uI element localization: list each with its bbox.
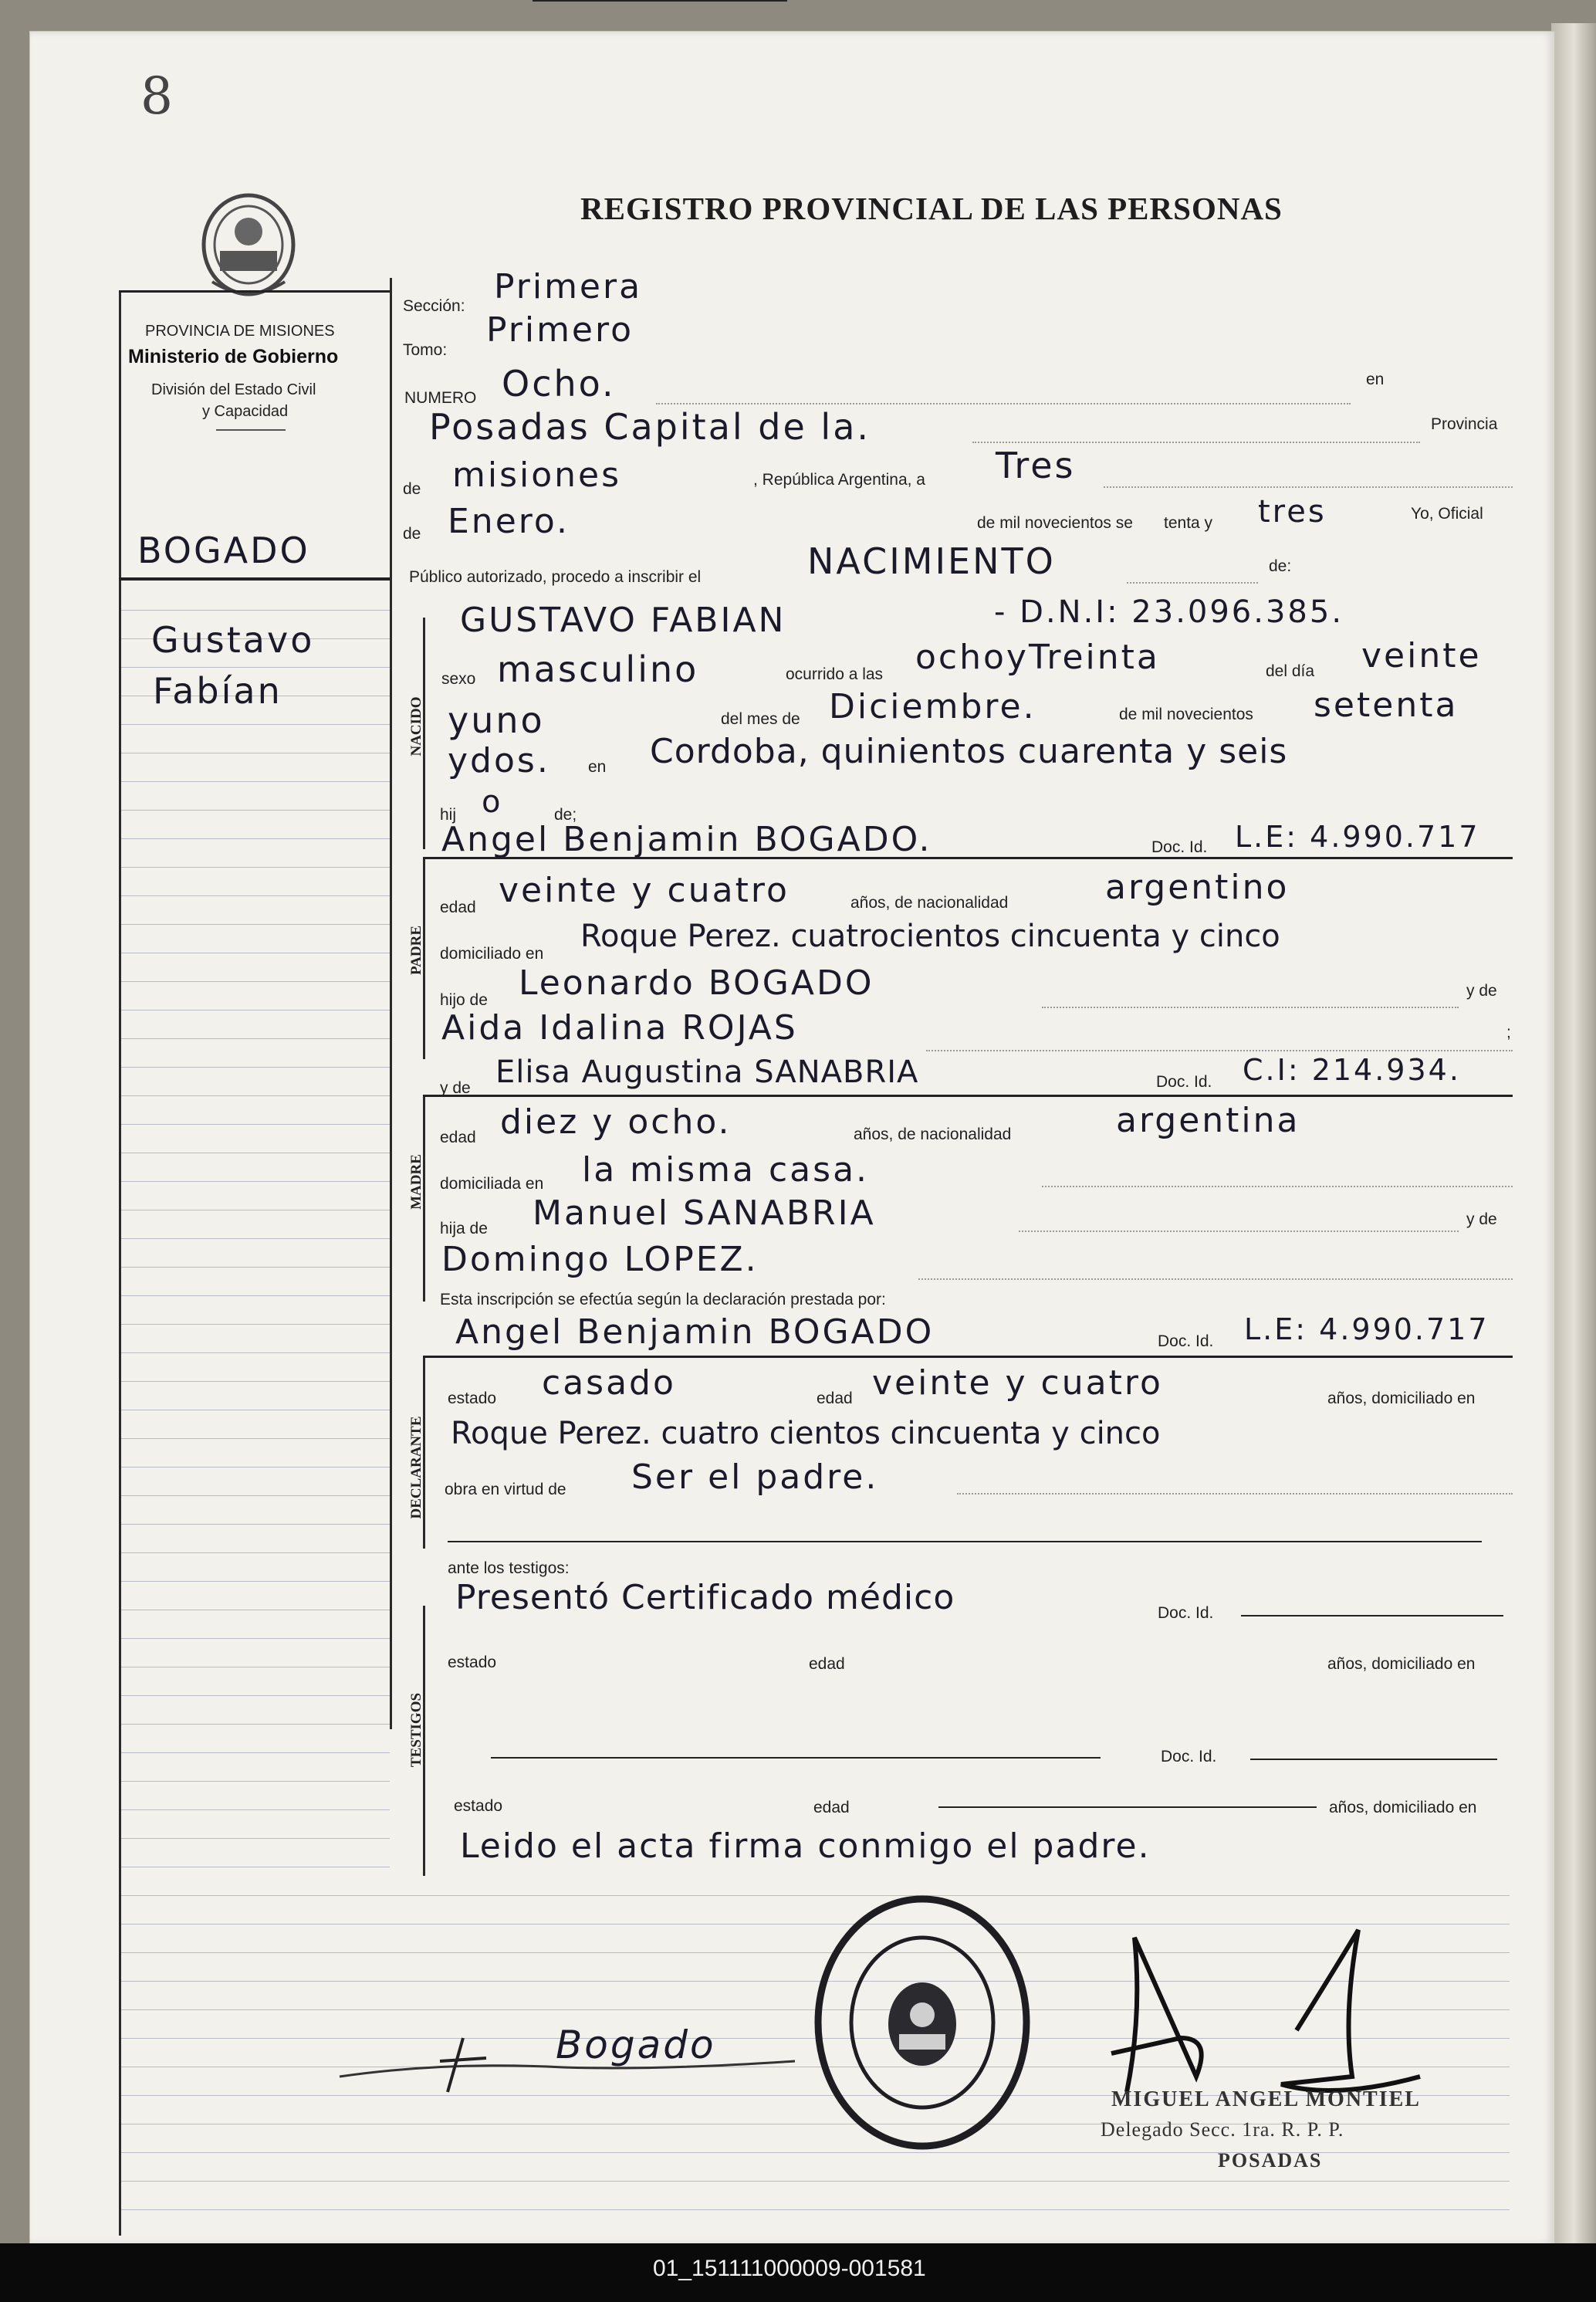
ruled-line bbox=[120, 1095, 390, 1096]
division-label-2: y Capacidad bbox=[202, 403, 289, 420]
dia-nac-value-2: yuno bbox=[448, 699, 545, 741]
stamp-name: MIGUEL ANGEL MONTIEL bbox=[1111, 2087, 1421, 2111]
del-dia-label: del día bbox=[1266, 662, 1315, 680]
seccion-value: Primera bbox=[494, 267, 643, 306]
testigos-section-label: TESTIGOS bbox=[408, 1692, 424, 1768]
padre-dom-value: Roque Perez. cuatrocientos cincuenta y cinco bbox=[580, 919, 1280, 954]
padre-hijo-dots bbox=[1042, 1007, 1459, 1008]
testigo-edad-label-2: edad bbox=[813, 1799, 850, 1816]
decl-doc-label: Doc. Id. bbox=[1158, 1332, 1214, 1350]
decl-doc-value: L.E: 4.990.717 bbox=[1244, 1312, 1489, 1346]
ruled-line bbox=[120, 1695, 390, 1696]
stamp-city: POSADAS bbox=[1218, 2149, 1323, 2172]
ruled-line bbox=[120, 1838, 390, 1839]
madre-edad-label: edad bbox=[440, 1129, 476, 1146]
official-stamp-icon bbox=[810, 1891, 1034, 2154]
madre-doc-label: Doc. Id. bbox=[1156, 1073, 1212, 1091]
numero-label: NUMERO bbox=[404, 389, 477, 407]
testigo-doc-label: Doc. Id. bbox=[1158, 1604, 1214, 1622]
padre-padre-value: Leonardo BOGADO bbox=[519, 963, 874, 1003]
acto-dots bbox=[1127, 582, 1258, 584]
testigo-estado-label: estado bbox=[448, 1654, 497, 1671]
dni-value: - D.N.I: 23.096.385. bbox=[994, 594, 1344, 630]
surname: BOGADO bbox=[137, 530, 310, 571]
dia-dots bbox=[1104, 486, 1513, 488]
padre-hijo-label: hijo de bbox=[440, 991, 488, 1009]
tomo-value: Primero bbox=[486, 310, 634, 350]
padre-madre-dots bbox=[926, 1050, 1513, 1051]
lugar-nac-value: Cordoba, quinientos cuarenta y seis bbox=[650, 732, 1288, 771]
decl-nombre-value: Angel Benjamin BOGADO bbox=[455, 1312, 935, 1352]
sexo-value: masculino bbox=[497, 648, 699, 690]
testigo-doc-line-2 bbox=[1250, 1759, 1497, 1760]
decl-anos-label: años, domiciliado en bbox=[1327, 1390, 1476, 1407]
lugar-value: Posadas Capital de la. bbox=[429, 406, 871, 448]
de-label-1: de bbox=[403, 480, 421, 498]
acto-value: NACIMIENTO bbox=[807, 540, 1056, 582]
page-title: REGISTRO PROVINCIAL DE LAS PERSONAS bbox=[580, 191, 1283, 226]
decl-estado-value: casado bbox=[542, 1363, 676, 1403]
de-mil-label-2: tenta y bbox=[1164, 514, 1213, 532]
padre-edad-value: veinte y cuatro bbox=[499, 871, 790, 910]
madre-top-rule bbox=[423, 1095, 1513, 1097]
ruled-line bbox=[120, 781, 390, 782]
en-label: en bbox=[1366, 371, 1385, 388]
ruled-line bbox=[120, 895, 390, 896]
testigo-value: Presentó Certificado médico bbox=[455, 1578, 955, 1617]
de-label-2: de bbox=[403, 525, 421, 543]
left-margin-rule bbox=[119, 290, 121, 2236]
testigo-edad-label: edad bbox=[809, 1655, 845, 1673]
testigo-blank-line bbox=[491, 1757, 1101, 1759]
lugar-dots bbox=[972, 442, 1420, 443]
madre-dom-label: domiciliada en bbox=[440, 1175, 544, 1193]
testigo-edad-line-2 bbox=[938, 1806, 1317, 1808]
book-binding bbox=[1551, 23, 1596, 2246]
ministry-label: Ministerio de Gobierno bbox=[128, 346, 339, 367]
nombre-value: GUSTAVO FABIAN bbox=[460, 601, 786, 640]
padre-nac-label: años, de nacionalidad bbox=[850, 894, 1009, 912]
numero-value: Ocho. bbox=[502, 363, 616, 405]
ruled-line bbox=[120, 1181, 390, 1182]
ruled-line bbox=[120, 1552, 390, 1553]
padre-nac-value: argentino bbox=[1105, 868, 1290, 907]
madre-doc-value: C.I: 214.934. bbox=[1243, 1053, 1461, 1087]
yo-oficial-label: Yo, Oficial bbox=[1411, 505, 1483, 523]
anio-value: tres bbox=[1258, 494, 1327, 530]
ruled-line bbox=[120, 924, 390, 925]
province-label: PROVINCIA DE MISIONES bbox=[145, 323, 335, 340]
madre-y-de-label: y de bbox=[440, 1079, 471, 1097]
sidebar-underline bbox=[216, 429, 286, 431]
testigo-doc-line bbox=[1241, 1615, 1503, 1616]
decl-edad-label: edad bbox=[817, 1390, 853, 1407]
testigo-estado-line-2 bbox=[533, 0, 787, 2]
padre-y-de-label: y de bbox=[1466, 982, 1497, 1000]
ruled-line bbox=[120, 667, 390, 668]
padre-section-label: PADRE bbox=[408, 925, 424, 976]
padre-doc-value: L.E: 4.990.717 bbox=[1235, 820, 1480, 854]
padre-madre-value: Aida Idalina ROJAS bbox=[441, 1008, 798, 1048]
sexo-label: sexo bbox=[441, 670, 476, 688]
republica-label: , República Argentina, a bbox=[753, 471, 925, 489]
provincia-label: Provincia bbox=[1431, 415, 1498, 433]
del-mes-label: del mes de bbox=[721, 710, 800, 728]
ruled-line bbox=[120, 1752, 390, 1753]
madre-nac-value: argentina bbox=[1116, 1101, 1300, 1140]
decl-dom-value: Roque Perez. cuatro cientos cincuenta y cinco bbox=[451, 1416, 1161, 1451]
decl-blank-line bbox=[448, 1541, 1482, 1542]
testigo-estado-label-2: estado bbox=[454, 1797, 503, 1815]
padre-nombre-value: Angel Benjamin BOGADO. bbox=[441, 820, 932, 859]
padre-dom-label: domiciliado en bbox=[440, 945, 544, 963]
decl-virtud-value: Ser el padre. bbox=[631, 1457, 879, 1497]
decl-edad-value: veinte y cuatro bbox=[872, 1363, 1163, 1403]
madre-padre-value: Manuel SANABRIA bbox=[533, 1193, 876, 1233]
padre-edad-label: edad bbox=[440, 899, 476, 916]
madre-hija-dots bbox=[1019, 1231, 1459, 1232]
cierre-value: Leido el acta firma conmigo el padre. bbox=[460, 1826, 1151, 1866]
page-number: 8 bbox=[140, 66, 173, 126]
de-mil-nov-label: de mil novecientos bbox=[1119, 706, 1253, 723]
stamp-role: Delegado Secc. 1ra. R. P. P. bbox=[1101, 2118, 1344, 2141]
ante-label: ante los testigos: bbox=[448, 1559, 570, 1577]
sidebar-top-rule bbox=[119, 290, 391, 293]
declarante-section-label: DECLARANTE bbox=[408, 1416, 424, 1519]
provincia-value: misiones bbox=[452, 455, 622, 495]
mes-nac-value: Diciembre. bbox=[829, 687, 1036, 726]
footer-id: 01_151111000009-001581 bbox=[653, 2256, 926, 2281]
numero-dots bbox=[656, 403, 1351, 405]
madre-madre-dots bbox=[918, 1278, 1513, 1280]
madre-hija-label: hija de bbox=[440, 1220, 488, 1237]
de-mil-label: de mil novecientos se bbox=[977, 514, 1133, 532]
hij-value: o bbox=[482, 784, 503, 820]
ruled-line bbox=[120, 1352, 390, 1353]
anio-nac-value-2: ydos. bbox=[448, 741, 550, 780]
anio-nac-value: setenta bbox=[1314, 686, 1459, 725]
semicolon: ; bbox=[1506, 1024, 1511, 1041]
testigo-anos-label: años, domiciliado en bbox=[1327, 1655, 1476, 1673]
ruled-line bbox=[120, 1267, 390, 1268]
madre-y-de-2: y de bbox=[1466, 1210, 1497, 1228]
madre-dom-dots bbox=[1042, 1186, 1513, 1187]
testigo-anos-label-2: años, domiciliado en bbox=[1329, 1799, 1477, 1816]
de-colon-label: de: bbox=[1269, 557, 1292, 575]
ruled-line bbox=[120, 867, 390, 868]
ruled-line bbox=[120, 1381, 390, 1382]
ruled-line bbox=[120, 1781, 390, 1782]
declarante-top-rule bbox=[423, 1356, 1513, 1358]
ruled-line bbox=[120, 1010, 390, 1011]
hora-value: ochoyTreinta bbox=[915, 638, 1160, 677]
ruled-line bbox=[120, 1324, 390, 1325]
form-left-rule bbox=[390, 278, 392, 1729]
ocurrido-label: ocurrido a las bbox=[786, 665, 884, 683]
signature-name: Bogado bbox=[556, 2023, 716, 2067]
tomo-label: Tomo: bbox=[403, 341, 448, 359]
dia-nac-value: veinte bbox=[1361, 636, 1482, 675]
ruled-line bbox=[120, 2209, 1510, 2210]
padre-doc-label: Doc. Id. bbox=[1151, 838, 1208, 856]
ruled-line bbox=[120, 1295, 390, 1296]
ruled-line bbox=[120, 724, 390, 725]
ruled-line bbox=[120, 1809, 390, 1810]
testigo-doc-label-2: Doc. Id. bbox=[1161, 1748, 1217, 1765]
declaracion-label: Esta inscripción se efectúa según la declaración prestada por: bbox=[440, 1291, 886, 1308]
ruled-line bbox=[120, 1124, 390, 1125]
en-label-nac: en bbox=[588, 758, 607, 776]
nacido-section-label: NACIDO bbox=[408, 696, 424, 757]
surname-rule bbox=[119, 577, 391, 581]
ruled-line bbox=[120, 1067, 390, 1068]
ruled-line bbox=[120, 1724, 390, 1725]
ruled-line bbox=[120, 1638, 390, 1639]
ruled-line bbox=[120, 610, 390, 611]
ruled-line bbox=[120, 981, 390, 982]
ruled-line bbox=[120, 810, 390, 811]
division-label: División del Estado Civil bbox=[151, 381, 316, 398]
ruled-line bbox=[120, 1524, 390, 1525]
decl-estado-label: estado bbox=[448, 1390, 497, 1407]
dia-value: Tres bbox=[996, 445, 1076, 486]
official-signature-icon bbox=[1080, 1922, 1435, 2107]
madre-madre-value: Domingo LOPEZ. bbox=[441, 1240, 759, 1279]
madre-nac-label: años, de nacionalidad bbox=[854, 1126, 1012, 1143]
ruled-line bbox=[120, 1438, 390, 1439]
given-name-1: Gustavo bbox=[151, 619, 315, 661]
ruled-line bbox=[120, 2181, 1510, 2182]
ruled-line bbox=[120, 1495, 390, 1496]
decl-obra-label: obra en virtud de bbox=[445, 1481, 566, 1498]
de-semi-label: de; bbox=[554, 806, 577, 824]
decl-virtud-dots bbox=[957, 1493, 1513, 1495]
ruled-line bbox=[120, 1467, 390, 1468]
hij-label: hij bbox=[440, 806, 457, 824]
province-seal-icon bbox=[197, 189, 301, 305]
madre-dom-value: la misma casa. bbox=[582, 1150, 870, 1190]
madre-section-label: MADRE bbox=[408, 1154, 424, 1210]
publico-label: Público autorizado, procedo a inscribir el bbox=[409, 568, 702, 586]
madre-edad-value: diez y ocho. bbox=[500, 1102, 732, 1142]
ruled-line bbox=[120, 838, 390, 839]
ruled-line bbox=[120, 1581, 390, 1582]
given-name-2: Fabían bbox=[153, 670, 282, 712]
madre-nombre-value: Elisa Augustina SANABRIA bbox=[495, 1055, 919, 1090]
seccion-label: Sección: bbox=[403, 297, 465, 315]
mes-value: Enero. bbox=[448, 502, 570, 541]
ruled-line bbox=[120, 1038, 390, 1039]
ruled-line bbox=[120, 1238, 390, 1239]
